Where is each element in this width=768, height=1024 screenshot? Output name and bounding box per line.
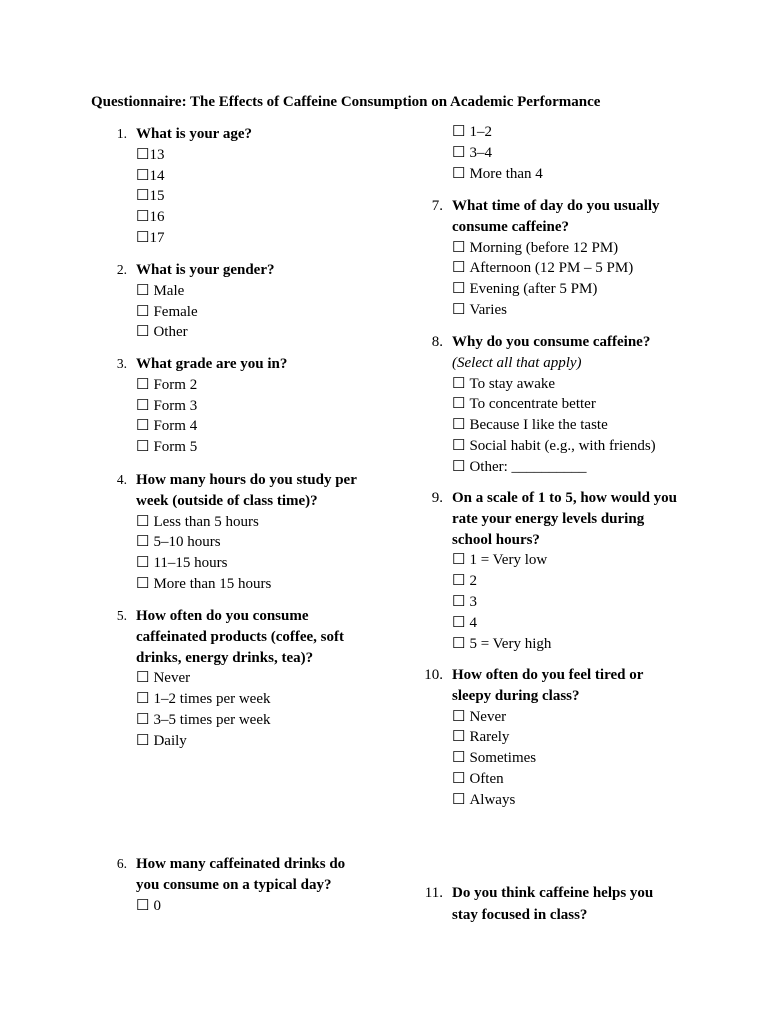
- option-label: 0: [153, 897, 161, 914]
- option-less-than-5-hours[interactable]: [136, 512, 368, 533]
- question-number: 2.: [116, 262, 127, 277]
- checkbox-icon[interactable]: ☐: [452, 635, 466, 652]
- option-1-2-times-per-week[interactable]: [136, 689, 358, 710]
- checkbox-icon[interactable]: ☐: [136, 534, 150, 551]
- option-label: Often: [469, 770, 504, 787]
- checkbox-icon[interactable]: ☐: [136, 282, 150, 299]
- checkbox-icon[interactable]: ☐: [136, 229, 150, 246]
- checkbox-icon[interactable]: ☐: [136, 324, 150, 341]
- checkbox-icon[interactable]: ☐: [452, 729, 466, 746]
- question-text: Do you think caffeine helps you stay focused in class?: [452, 885, 654, 923]
- option-daily[interactable]: [136, 731, 358, 752]
- option-label: Never: [469, 708, 507, 725]
- option-3-4[interactable]: [452, 143, 684, 164]
- option-more-than-4[interactable]: [452, 164, 684, 185]
- option-more-than-15-hours[interactable]: [136, 574, 368, 595]
- checkbox-icon[interactable]: ☐: [136, 711, 150, 728]
- question-3: [116, 354, 368, 458]
- checkbox-icon[interactable]: ☐: [136, 397, 150, 414]
- checkbox-icon[interactable]: ☐: [136, 439, 150, 456]
- option-3[interactable]: [452, 592, 680, 613]
- checkbox-icon[interactable]: ☐: [452, 260, 466, 277]
- question-text: How often do you feel tired or sleepy during class?: [452, 667, 644, 704]
- checkbox-icon[interactable]: ☐: [136, 376, 150, 393]
- option-label: Morning (before 12 PM): [469, 239, 619, 256]
- question-text: What time of day do you usually consume caffeine?: [452, 198, 660, 235]
- checkbox-icon[interactable]: ☐: [452, 239, 466, 256]
- checkbox-icon[interactable]: ☐: [452, 791, 466, 808]
- option-label: 3–4: [469, 144, 492, 161]
- question-1: [116, 124, 368, 249]
- option-other[interactable]: [452, 457, 684, 478]
- option-label: Rarely: [469, 729, 510, 746]
- option-other[interactable]: [136, 322, 368, 343]
- option-never[interactable]: [452, 707, 684, 728]
- option-0[interactable]: [136, 896, 358, 917]
- option-label: Varies: [469, 301, 507, 318]
- option-label: Always: [469, 791, 516, 808]
- question-6: [116, 854, 358, 916]
- option-label: 1–2: [469, 124, 492, 140]
- question-4: [116, 470, 368, 595]
- option-always[interactable]: [452, 790, 684, 811]
- question-2: [116, 260, 368, 343]
- checkbox-icon[interactable]: ☐: [452, 144, 466, 161]
- option-label: 1 = Very low: [469, 552, 548, 569]
- checkbox-icon[interactable]: ☐: [452, 708, 466, 725]
- checkbox-icon[interactable]: ☐: [452, 614, 466, 631]
- checkbox-icon[interactable]: ☐: [452, 458, 466, 475]
- question-6-continued: [452, 122, 684, 184]
- option-label: 13: [149, 146, 165, 163]
- option-often[interactable]: [452, 769, 684, 790]
- option-16[interactable]: [136, 207, 368, 228]
- option-4[interactable]: [452, 613, 680, 634]
- option-label: Daily: [153, 732, 187, 749]
- option-label: Because I like the taste: [469, 417, 608, 434]
- question-9: [431, 488, 680, 654]
- option-label: 2: [469, 573, 477, 590]
- question-text: How often do you consume caffeinated products (coffee, soft drinks, energy drinks, tea)?: [136, 608, 345, 666]
- option-label: 3: [469, 593, 477, 610]
- option-15[interactable]: [136, 186, 368, 207]
- checkbox-icon[interactable]: ☐: [452, 165, 466, 182]
- question-number: 4.: [116, 472, 127, 487]
- question-text: What is your gender?: [136, 262, 275, 278]
- option-form-5[interactable]: [136, 437, 368, 458]
- option-label: Form 2: [153, 376, 198, 393]
- option-social-habit[interactable]: [452, 436, 684, 457]
- question-number: 1.: [116, 126, 127, 141]
- checkbox-icon[interactable]: ☐: [136, 209, 150, 226]
- checkbox-icon[interactable]: ☐: [136, 555, 150, 572]
- checkbox-icon[interactable]: ☐: [452, 417, 466, 434]
- option-1-very-low[interactable]: [452, 550, 680, 571]
- option-morning[interactable]: [452, 238, 684, 259]
- checkbox-icon[interactable]: ☐: [136, 303, 150, 320]
- option-17[interactable]: [136, 228, 368, 249]
- option-label: Social habit (e.g., with friends): [469, 437, 656, 454]
- option-never[interactable]: [136, 668, 358, 689]
- question-number: 6.: [116, 856, 127, 871]
- option-3-5-times-per-week[interactable]: [136, 710, 358, 731]
- option-form-3[interactable]: [136, 396, 368, 417]
- option-varies[interactable]: [452, 300, 684, 321]
- option-to-concentrate-better[interactable]: [452, 394, 684, 415]
- option-5-10-hours[interactable]: [136, 532, 368, 553]
- option-13[interactable]: [136, 145, 368, 166]
- option-label: More than 15 hours: [153, 575, 272, 592]
- option-label: 14: [149, 167, 165, 184]
- checkbox-icon[interactable]: ☐: [136, 575, 150, 592]
- question-text: What grade are you in?: [136, 356, 288, 372]
- option-form-4[interactable]: [136, 416, 368, 437]
- question-number: 7.: [431, 198, 443, 214]
- checkbox-icon[interactable]: ☐: [452, 552, 466, 569]
- checkbox-icon[interactable]: ☐: [136, 691, 150, 708]
- question-text: On a scale of 1 to 5, how would you rate your energy levels during school hours?: [452, 490, 678, 548]
- question-number: 9.: [431, 490, 443, 506]
- option-label: 17: [149, 229, 165, 246]
- option-5-very-high[interactable]: [452, 634, 680, 655]
- checkbox-icon[interactable]: ☐: [452, 301, 466, 318]
- option-2[interactable]: [452, 571, 680, 592]
- checkbox-icon[interactable]: ☐: [136, 732, 150, 749]
- option-label: Sometimes: [469, 750, 537, 767]
- option-14[interactable]: [136, 166, 368, 187]
- checkbox-icon[interactable]: ☐: [136, 167, 150, 184]
- checkbox-icon[interactable]: ☐: [452, 593, 466, 610]
- option-label: 5 = Very high: [469, 635, 552, 652]
- option-label: Other: __________: [469, 458, 587, 475]
- question-number: 8.: [431, 334, 443, 350]
- option-male[interactable]: [136, 281, 368, 302]
- option-label: Form 3: [153, 397, 198, 414]
- question-11: [424, 882, 672, 926]
- option-label: To stay awake: [469, 375, 556, 392]
- question-7: [431, 196, 684, 321]
- option-afternoon[interactable]: [452, 258, 684, 279]
- option-label: 5–10 hours: [153, 534, 221, 551]
- checkbox-icon[interactable]: ☐: [136, 146, 150, 163]
- page-title: Questionnaire: The Effects of Caffeine Consumption on Academic Performance: [91, 94, 601, 110]
- option-label: Never: [153, 670, 191, 687]
- option-to-stay-awake[interactable]: [452, 374, 684, 395]
- option-female[interactable]: [136, 302, 368, 323]
- checkbox-icon[interactable]: ☐: [136, 188, 150, 205]
- question-text: What is your age?: [136, 126, 252, 142]
- option-1-2[interactable]: [452, 122, 684, 143]
- checkbox-icon[interactable]: ☐: [136, 513, 150, 530]
- option-label: Form 4: [153, 418, 198, 435]
- question-text: Why do you consume caffeine?: [452, 334, 651, 350]
- option-label: 1–2 times per week: [153, 691, 271, 708]
- checkbox-icon[interactable]: ☐: [452, 124, 466, 140]
- question-8: [431, 332, 684, 478]
- question-number: 10.: [424, 667, 443, 683]
- option-label: 4: [469, 614, 477, 631]
- option-label: Form 5: [153, 439, 198, 456]
- option-label: Afternoon (12 PM – 5 PM): [469, 260, 634, 277]
- checkbox-icon[interactable]: ☐: [136, 418, 150, 435]
- option-label: 3–5 times per week: [153, 711, 271, 728]
- question-text: How many caffeinated drinks do you consume on a typical day?: [136, 856, 346, 893]
- checkbox-icon[interactable]: ☐: [452, 437, 466, 454]
- question-number: 11.: [424, 885, 443, 901]
- checkbox-icon[interactable]: ☐: [452, 770, 466, 787]
- question-note: (Select all that apply): [452, 354, 582, 371]
- option-label: Male: [153, 282, 185, 299]
- question-number: 3.: [116, 356, 127, 371]
- option-label: 16: [149, 209, 165, 226]
- option-label: 15: [149, 188, 165, 205]
- option-evening[interactable]: [452, 279, 684, 300]
- option-label: More than 4: [469, 165, 543, 182]
- option-like-the-taste[interactable]: [452, 415, 684, 436]
- option-11-15-hours[interactable]: [136, 553, 368, 574]
- option-rarely[interactable]: [452, 727, 684, 748]
- option-label: Evening (after 5 PM): [469, 281, 598, 298]
- option-label: Other: [153, 324, 188, 341]
- question-text: How many hours do you study per week (outside of class time)?: [136, 472, 357, 509]
- checkbox-icon[interactable]: ☐: [452, 750, 466, 767]
- checkbox-icon[interactable]: ☐: [452, 573, 466, 590]
- checkbox-icon[interactable]: ☐: [136, 897, 150, 914]
- checkbox-icon[interactable]: ☐: [452, 281, 466, 298]
- question-number: 5.: [116, 608, 127, 623]
- option-form-2[interactable]: [136, 375, 368, 396]
- option-label: 11–15 hours: [153, 555, 228, 572]
- option-label: Female: [153, 303, 198, 320]
- option-label: To concentrate better: [469, 396, 596, 413]
- checkbox-icon[interactable]: ☐: [136, 670, 150, 687]
- question-5: [116, 606, 358, 752]
- option-sometimes[interactable]: [452, 748, 684, 769]
- checkbox-icon[interactable]: ☐: [452, 375, 466, 392]
- checkbox-icon[interactable]: ☐: [452, 396, 466, 413]
- question-10: [424, 665, 684, 811]
- option-label: Less than 5 hours: [153, 513, 259, 530]
